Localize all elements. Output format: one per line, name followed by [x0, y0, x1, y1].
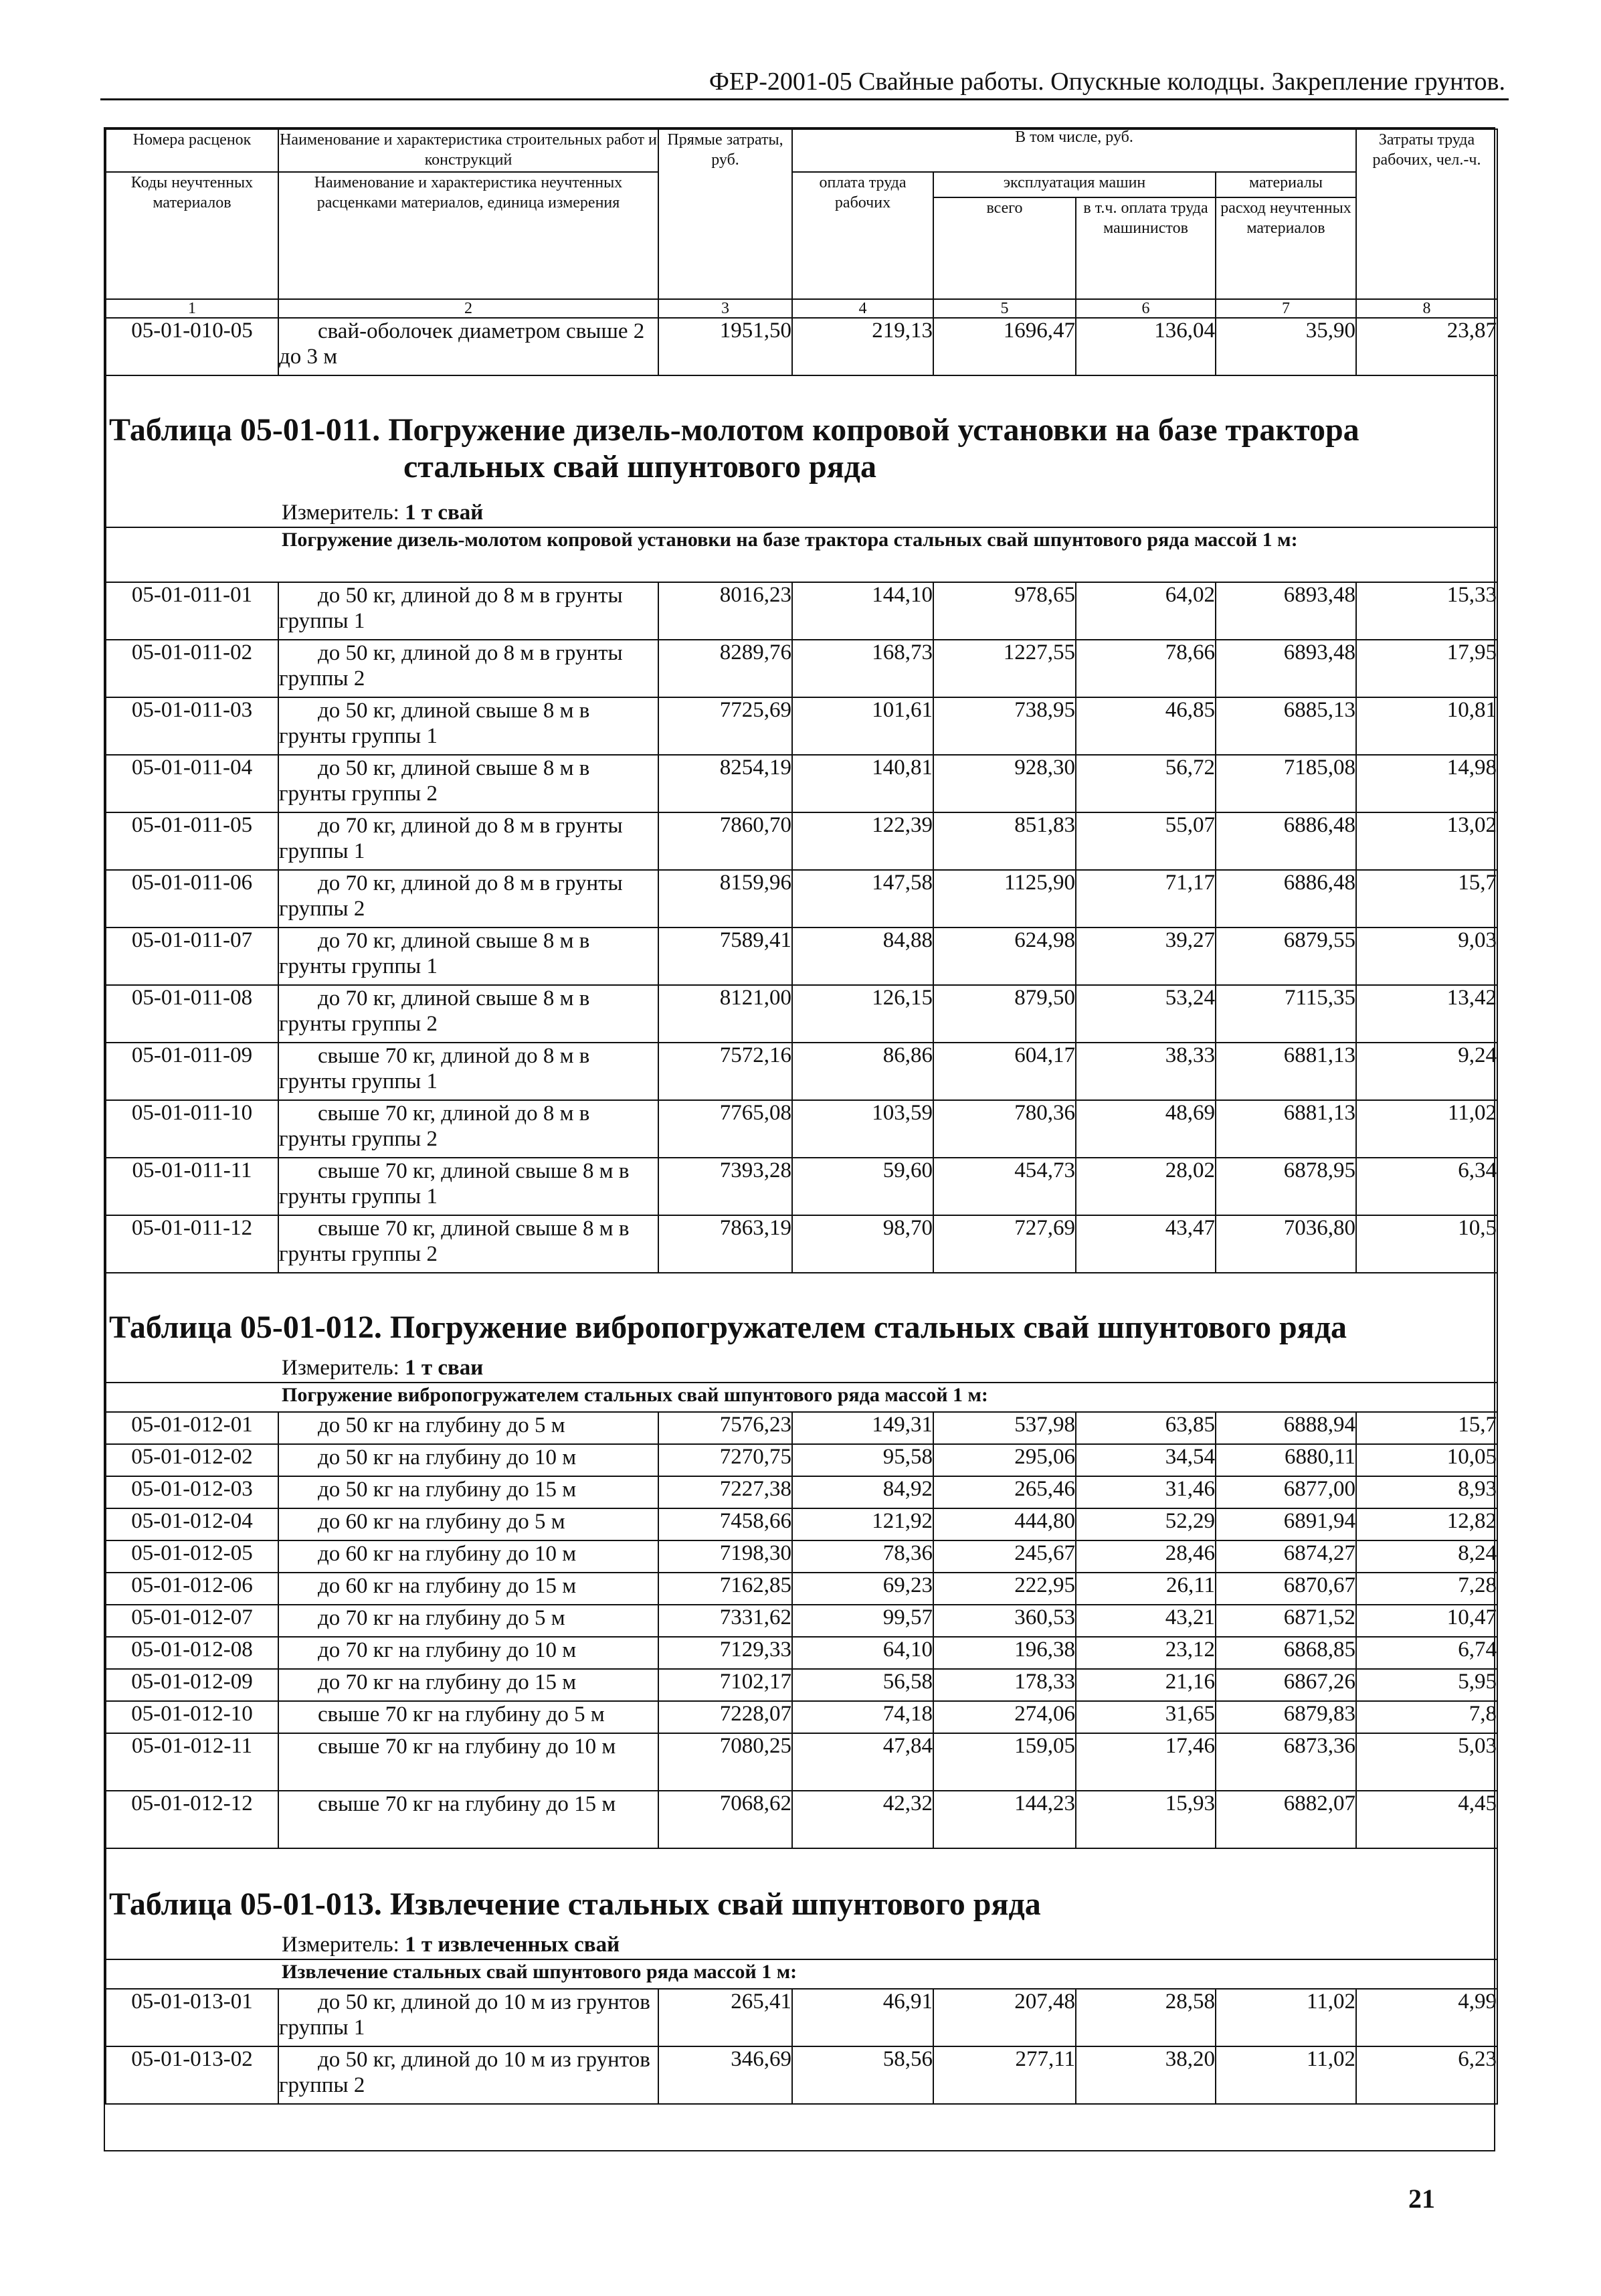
- direct-costs: 7270,75: [658, 1444, 792, 1476]
- rate-code: 05-01-012-06: [106, 1573, 278, 1605]
- wages: 99,57: [792, 1605, 933, 1637]
- labor: 13,42: [1356, 985, 1497, 1043]
- machines-total: 780,36: [933, 1100, 1076, 1158]
- rate-code: 05-01-011-09: [106, 1043, 278, 1100]
- rate-name: до 70 кг на глубину до 15 м: [278, 1669, 658, 1701]
- col-head-machines: эксплуатация машин: [933, 172, 1216, 197]
- rate-code: 05-01-011-11: [106, 1158, 278, 1215]
- rate-name: свыше 70 кг, длиной свыше 8 м в грунты группы 1: [278, 1158, 658, 1215]
- machinists-wages: 38,20: [1076, 2046, 1216, 2104]
- rate-name: свыше 70 кг на глубину до 5 м: [278, 1701, 658, 1733]
- machines-total: 360,53: [933, 1605, 1076, 1637]
- materials: 6880,11: [1216, 1444, 1356, 1476]
- meter-label: Измеритель:: [282, 1933, 399, 1957]
- materials: 7036,80: [1216, 1215, 1356, 1273]
- col-head-materials-names: Наименование и характеристика неучтенных расценками материалов, единица измерения: [278, 172, 658, 299]
- wages: 78,36: [792, 1540, 933, 1573]
- direct-costs: 7765,08: [658, 1100, 792, 1158]
- machines-total: 295,06: [933, 1444, 1076, 1476]
- rate-name: до 60 кг на глубину до 15 м: [278, 1573, 658, 1605]
- machines-total: 1696,47: [933, 318, 1076, 375]
- col-head-wages: оплата труда рабочих: [792, 172, 933, 299]
- materials: 6886,48: [1216, 812, 1356, 870]
- materials: 11,02: [1216, 1989, 1356, 2046]
- direct-costs: 7572,16: [658, 1043, 792, 1100]
- rate-name: свыше 70 кг на глубину до 15 м: [278, 1791, 658, 1848]
- machines-total: 1125,90: [933, 870, 1076, 928]
- materials: 6893,48: [1216, 582, 1356, 640]
- rate-name: до 70 кг, длиной до 8 м в грунты группы 2: [278, 870, 658, 928]
- materials: 6873,36: [1216, 1733, 1356, 1791]
- direct-costs: 7228,07: [658, 1701, 792, 1733]
- rate-name: свыше 70 кг, длиной до 8 м в грунты группы 1: [278, 1043, 658, 1100]
- wages: 168,73: [792, 640, 933, 697]
- machines-total: 159,05: [933, 1733, 1076, 1791]
- machines-total: 277,11: [933, 2046, 1076, 2104]
- rate-code: 05-01-012-10: [106, 1701, 278, 1733]
- wages: 86,86: [792, 1043, 933, 1100]
- materials: 6877,00: [1216, 1476, 1356, 1508]
- labor: 12,82: [1356, 1508, 1497, 1540]
- machines-total: 604,17: [933, 1043, 1076, 1100]
- rate-name: до 50 кг, длиной до 8 м в грунты группы 2: [278, 640, 658, 697]
- col-number-4: 4: [792, 299, 933, 318]
- machines-total: 624,98: [933, 928, 1076, 985]
- wages: 149,31: [792, 1412, 933, 1444]
- materials: 6886,48: [1216, 870, 1356, 928]
- rate-name: до 50 кг, длиной свыше 8 м в грунты группы 2: [278, 755, 658, 812]
- materials: 6881,13: [1216, 1043, 1356, 1100]
- running-header: ФЕР-2001-05 Свайные работы. Опускные колодцы. Закрепление грунтов.: [709, 68, 1505, 96]
- machines-total: 207,48: [933, 1989, 1076, 2046]
- table-row: [106, 1605, 1497, 1637]
- meter-label: Измеритель:: [282, 1356, 399, 1381]
- labor: 4,99: [1356, 1989, 1497, 2046]
- meter-label: Измеритель:: [282, 501, 399, 525]
- labor: 15,7: [1356, 1412, 1497, 1444]
- direct-costs: 8254,19: [658, 755, 792, 812]
- group-heading: Извлечение стальных свай шпунтового ряда массой 1 м:: [282, 1961, 797, 1983]
- table-012-title: Таблица 05-01-012. Погружение вибропогружателем стальных свай шпунтового ряда: [109, 1310, 1347, 1346]
- direct-costs: 8159,96: [658, 870, 792, 928]
- wages: 95,58: [792, 1444, 933, 1476]
- table-row: [106, 697, 1497, 755]
- table-013-heading: [106, 1848, 1497, 1959]
- machinists-wages: 15,93: [1076, 1791, 1216, 1848]
- direct-costs: 7589,41: [658, 928, 792, 985]
- machinists-wages: 28,02: [1076, 1158, 1216, 1215]
- direct-costs: 7863,19: [658, 1215, 792, 1273]
- materials: 6874,27: [1216, 1540, 1356, 1573]
- labor: 23,87: [1356, 318, 1497, 375]
- table-row: [106, 1637, 1497, 1669]
- machinists-wages: 78,66: [1076, 640, 1216, 697]
- machinists-wages: 28,58: [1076, 1989, 1216, 2046]
- labor: 10,05: [1356, 1444, 1497, 1476]
- col-head-direct-costs: Прямые затраты, руб.: [658, 129, 792, 299]
- rate-name: до 50 кг, длиной до 10 м из грунтов группы 1: [278, 1989, 658, 2046]
- table-row: [106, 1733, 1497, 1791]
- rate-code: 05-01-011-05: [106, 812, 278, 870]
- table-013-body: [106, 1989, 1497, 2104]
- table-row: [106, 640, 1497, 697]
- materials: 6879,83: [1216, 1701, 1356, 1733]
- labor: 15,33: [1356, 582, 1497, 640]
- page-frame: [104, 127, 1495, 2151]
- machinists-wages: 43,21: [1076, 1605, 1216, 1637]
- table-row: [106, 1791, 1497, 1848]
- col-head-machinists-wages: в т.ч. оплата труда машинистов: [1076, 197, 1216, 299]
- direct-costs: 7162,85: [658, 1573, 792, 1605]
- rate-name: свай-оболочек диаметром свыше 2 до 3 м: [278, 318, 658, 375]
- rate-code: 05-01-011-01: [106, 582, 278, 640]
- table-row: [106, 1989, 1497, 2046]
- labor: 4,45: [1356, 1791, 1497, 1848]
- table-row: [106, 1043, 1497, 1100]
- wages: 126,15: [792, 985, 933, 1043]
- machinists-wages: 48,69: [1076, 1100, 1216, 1158]
- machinists-wages: 55,07: [1076, 812, 1216, 870]
- rate-code: 05-01-011-06: [106, 870, 278, 928]
- col-number-5: 5: [933, 299, 1076, 318]
- direct-costs: 8289,76: [658, 640, 792, 697]
- direct-costs: 7080,25: [658, 1733, 792, 1791]
- machinists-wages: 136,04: [1076, 318, 1216, 375]
- rate-code: 05-01-013-02: [106, 2046, 278, 2104]
- materials: 6881,13: [1216, 1100, 1356, 1158]
- col-number-7: 7: [1216, 299, 1356, 318]
- machinists-wages: 71,17: [1076, 870, 1216, 928]
- machines-total: 245,67: [933, 1540, 1076, 1573]
- rates-table: [105, 128, 1498, 2105]
- wages: 59,60: [792, 1158, 933, 1215]
- machinists-wages: 53,24: [1076, 985, 1216, 1043]
- labor: 11,02: [1356, 1100, 1497, 1158]
- materials: 6867,26: [1216, 1669, 1356, 1701]
- table-012-heading: [106, 1273, 1497, 1383]
- machines-total: 222,95: [933, 1573, 1076, 1605]
- direct-costs: 7860,70: [658, 812, 792, 870]
- rate-code: 05-01-011-07: [106, 928, 278, 985]
- direct-costs: 8016,23: [658, 582, 792, 640]
- machinists-wages: 56,72: [1076, 755, 1216, 812]
- table-row: [106, 812, 1497, 870]
- machinists-wages: 26,11: [1076, 1573, 1216, 1605]
- rate-code: 05-01-012-04: [106, 1508, 278, 1540]
- col-head-codes: Номера расценок: [106, 129, 278, 172]
- rate-name: до 70 кг, длиной свыше 8 м в грунты группы 1: [278, 928, 658, 985]
- col-head-incl: В том числе, руб.: [792, 129, 1356, 172]
- header-rule: [100, 98, 1509, 100]
- rate-code: 05-01-012-02: [106, 1444, 278, 1476]
- table-013-title: Таблица 05-01-013. Извлечение стальных свай шпунтового ряда: [109, 1886, 1041, 1923]
- wages: 219,13: [792, 318, 933, 375]
- col-head-labor: Затраты труда рабочих, чел.-ч.: [1356, 129, 1497, 299]
- wages: 144,10: [792, 582, 933, 640]
- table-011-body: [106, 582, 1497, 1273]
- labor: 7,8: [1356, 1701, 1497, 1733]
- rate-name: до 50 кг, длиной до 10 м из грунтов группы 2: [278, 2046, 658, 2104]
- table-row: [106, 985, 1497, 1043]
- labor: 15,7: [1356, 870, 1497, 928]
- materials: 6870,67: [1216, 1573, 1356, 1605]
- rate-name: свыше 70 кг, длиной до 8 м в грунты группы 2: [278, 1100, 658, 1158]
- labor: 13,02: [1356, 812, 1497, 870]
- labor: 6,23: [1356, 2046, 1497, 2104]
- col-head-machines-total: всего: [933, 197, 1076, 299]
- col-head-works: Наименование и характеристика строительных работ и конструкций: [278, 129, 658, 172]
- labor: 17,95: [1356, 640, 1497, 697]
- wages: 121,92: [792, 1508, 933, 1540]
- rate-code: 05-01-011-10: [106, 1100, 278, 1158]
- labor: 6,34: [1356, 1158, 1497, 1215]
- rate-code: 05-01-012-01: [106, 1412, 278, 1444]
- wages: 56,58: [792, 1669, 933, 1701]
- direct-costs: 7129,33: [658, 1637, 792, 1669]
- table-011-heading: [106, 375, 1497, 527]
- labor: 5,95: [1356, 1669, 1497, 1701]
- materials: 6882,07: [1216, 1791, 1356, 1848]
- direct-costs: 7102,17: [658, 1669, 792, 1701]
- table-011-title: [106, 412, 1497, 485]
- labor: 8,24: [1356, 1540, 1497, 1573]
- group-heading: Погружение вибропогружателем стальных свай шпунтового ряда массой 1 м:: [282, 1384, 988, 1406]
- table-row: [106, 582, 1497, 640]
- table-row: [106, 870, 1497, 928]
- table-011-title-line2: стальных свай шпунтового ряда: [403, 449, 876, 485]
- machinists-wages: 28,46: [1076, 1540, 1216, 1573]
- rate-code: 05-01-011-08: [106, 985, 278, 1043]
- labor: 14,98: [1356, 755, 1497, 812]
- labor: 10,5: [1356, 1215, 1497, 1273]
- direct-costs: 7458,66: [658, 1508, 792, 1540]
- machines-total: 444,80: [933, 1508, 1076, 1540]
- wages: 147,58: [792, 870, 933, 928]
- direct-costs: 7725,69: [658, 697, 792, 755]
- machines-total: 978,65: [933, 582, 1076, 640]
- machines-total: 274,06: [933, 1701, 1076, 1733]
- materials: 6893,48: [1216, 640, 1356, 697]
- rate-code: 05-01-012-09: [106, 1669, 278, 1701]
- machines-total: 178,33: [933, 1669, 1076, 1701]
- materials: 6878,95: [1216, 1158, 1356, 1215]
- wages: 69,23: [792, 1573, 933, 1605]
- labor: 7,28: [1356, 1573, 1497, 1605]
- col-number-2: 2: [278, 299, 658, 318]
- table-row: [106, 755, 1497, 812]
- col-number-1: 1: [106, 299, 278, 318]
- group-heading: Погружение дизель-молотом копровой установки на базе трактора стальных свай шпунтового ряда массой 1 м:: [282, 529, 1298, 551]
- wages: 98,70: [792, 1215, 933, 1273]
- table-row: [106, 1540, 1497, 1573]
- wages: 42,32: [792, 1791, 933, 1848]
- rate-code: 05-01-012-03: [106, 1476, 278, 1508]
- table-012-body: [106, 1412, 1497, 1848]
- rate-name: до 60 кг на глубину до 5 м: [278, 1508, 658, 1540]
- page-number: 21: [1408, 2184, 1435, 2214]
- labor: 9,24: [1356, 1043, 1497, 1100]
- rate-name: до 70 кг, длиной до 8 м в грунты группы 1: [278, 812, 658, 870]
- wages: 64,10: [792, 1637, 933, 1669]
- rate-name: до 50 кг, длиной до 8 м в грунты группы 1: [278, 582, 658, 640]
- rate-name: до 50 кг на глубину до 5 м: [278, 1412, 658, 1444]
- meter-value: 1 т сваи: [405, 1356, 484, 1381]
- materials: 6871,52: [1216, 1605, 1356, 1637]
- table-row: [106, 1573, 1497, 1605]
- machinists-wages: 63,85: [1076, 1412, 1216, 1444]
- rate-code: 05-01-012-12: [106, 1791, 278, 1848]
- direct-costs: 1951,50: [658, 318, 792, 375]
- rate-name: до 70 кг, длиной свыше 8 м в грунты группы 2: [278, 985, 658, 1043]
- machinists-wages: 31,65: [1076, 1701, 1216, 1733]
- table-row: [106, 928, 1497, 985]
- rate-name: свыше 70 кг, длиной свыше 8 м в грунты группы 2: [278, 1215, 658, 1273]
- table-row: [106, 1412, 1497, 1444]
- rate-code: 05-01-010-05: [106, 318, 278, 375]
- table-011-meter: [106, 500, 1497, 527]
- table-012-group: [106, 1383, 1497, 1412]
- machines-total: 144,23: [933, 1791, 1076, 1848]
- rate-name: до 60 кг на глубину до 10 м: [278, 1540, 658, 1573]
- machines-total: 454,73: [933, 1158, 1076, 1215]
- machinists-wages: 52,29: [1076, 1508, 1216, 1540]
- rate-code: 05-01-011-02: [106, 640, 278, 697]
- machinists-wages: 43,47: [1076, 1215, 1216, 1273]
- table-row: [106, 1476, 1497, 1508]
- table-row: [106, 1508, 1497, 1540]
- table-row: [106, 1701, 1497, 1733]
- machines-total: 727,69: [933, 1215, 1076, 1273]
- table-012-meter: [106, 1355, 1497, 1382]
- machines-total: 196,38: [933, 1637, 1076, 1669]
- wages: 140,81: [792, 755, 933, 812]
- table-row: [106, 1158, 1497, 1215]
- machinists-wages: 64,02: [1076, 582, 1216, 640]
- labor: 9,03: [1356, 928, 1497, 985]
- rate-code: 05-01-012-05: [106, 1540, 278, 1573]
- machinists-wages: 21,16: [1076, 1669, 1216, 1701]
- machinists-wages: 17,46: [1076, 1733, 1216, 1791]
- rate-name: до 70 кг на глубину до 5 м: [278, 1605, 658, 1637]
- materials: 11,02: [1216, 2046, 1356, 2104]
- labor: 8,93: [1356, 1476, 1497, 1508]
- machines-total: 851,83: [933, 812, 1076, 870]
- table-011-title-line1: Таблица 05-01-011. Погружение дизель-молотом копровой установки на базе трактора: [109, 412, 1359, 448]
- rate-name: до 50 кг на глубину до 15 м: [278, 1476, 658, 1508]
- col-number-6: 6: [1076, 299, 1216, 318]
- materials: 6868,85: [1216, 1637, 1356, 1669]
- rate-code: 05-01-013-01: [106, 1989, 278, 2046]
- materials: 7185,08: [1216, 755, 1356, 812]
- table-013-group: [106, 1959, 1497, 1989]
- wages: 74,18: [792, 1701, 933, 1733]
- table-row: [106, 1215, 1497, 1273]
- wages: 103,59: [792, 1100, 933, 1158]
- materials: 7115,35: [1216, 985, 1356, 1043]
- rate-code: 05-01-012-07: [106, 1605, 278, 1637]
- col-number-8: 8: [1356, 299, 1497, 318]
- machines-total: 738,95: [933, 697, 1076, 755]
- labor: 10,47: [1356, 1605, 1497, 1637]
- machinists-wages: 31,46: [1076, 1476, 1216, 1508]
- direct-costs: 7198,30: [658, 1540, 792, 1573]
- direct-costs: 265,41: [658, 1989, 792, 2046]
- labor: 5,03: [1356, 1733, 1497, 1791]
- materials: 6888,94: [1216, 1412, 1356, 1444]
- rate-code: 05-01-011-04: [106, 755, 278, 812]
- col-head-material-codes: Коды неучтенных материалов: [106, 172, 278, 299]
- wages: 84,88: [792, 928, 933, 985]
- labor: 10,81: [1356, 697, 1497, 755]
- machines-total: 537,98: [933, 1412, 1076, 1444]
- direct-costs: 7331,62: [658, 1605, 792, 1637]
- wages: 122,39: [792, 812, 933, 870]
- rate-name: свыше 70 кг на глубину до 10 м: [278, 1733, 658, 1791]
- materials: 35,90: [1216, 318, 1356, 375]
- direct-costs: 7576,23: [658, 1412, 792, 1444]
- table-row: [106, 2046, 1497, 2104]
- machinists-wages: 23,12: [1076, 1637, 1216, 1669]
- direct-costs: 7393,28: [658, 1158, 792, 1215]
- meter-value: 1 т свай: [405, 501, 484, 525]
- machines-total: 265,46: [933, 1476, 1076, 1508]
- wages: 84,92: [792, 1476, 933, 1508]
- col-head-materials-consumption: расход неучтенных материалов: [1216, 197, 1356, 299]
- machinists-wages: 34,54: [1076, 1444, 1216, 1476]
- machines-total: 928,30: [933, 755, 1076, 812]
- direct-costs: 7227,38: [658, 1476, 792, 1508]
- meter-value: 1 т извлеченных свай: [405, 1933, 620, 1957]
- rate-code: 05-01-011-12: [106, 1215, 278, 1273]
- rate-code: 05-01-011-03: [106, 697, 278, 755]
- col-number-3: 3: [658, 299, 792, 318]
- col-head-materials: материалы: [1216, 172, 1356, 197]
- wages: 47,84: [792, 1733, 933, 1791]
- rate-name: до 50 кг на глубину до 10 м: [278, 1444, 658, 1476]
- wages: 101,61: [792, 697, 933, 755]
- labor: 6,74: [1356, 1637, 1497, 1669]
- wages: 46,91: [792, 1989, 933, 2046]
- rate-code: 05-01-012-08: [106, 1637, 278, 1669]
- wages: 58,56: [792, 2046, 933, 2104]
- machinists-wages: 46,85: [1076, 697, 1216, 755]
- rate-name: до 70 кг на глубину до 10 м: [278, 1637, 658, 1669]
- table-row: [106, 1444, 1497, 1476]
- machinists-wages: 38,33: [1076, 1043, 1216, 1100]
- direct-costs: 7068,62: [658, 1791, 792, 1848]
- table-row: [106, 1100, 1497, 1158]
- materials: 6879,55: [1216, 928, 1356, 985]
- table-row: [106, 1669, 1497, 1701]
- rate-code: 05-01-012-11: [106, 1733, 278, 1791]
- machines-total: 879,50: [933, 985, 1076, 1043]
- table-011-group: [106, 527, 1497, 582]
- direct-costs: 346,69: [658, 2046, 792, 2104]
- table-row: [106, 318, 1497, 375]
- rate-name: до 50 кг, длиной свыше 8 м в грунты группы 1: [278, 697, 658, 755]
- table-013-meter: [106, 1932, 1497, 1959]
- materials: 6891,94: [1216, 1508, 1356, 1540]
- materials: 6885,13: [1216, 697, 1356, 755]
- machinists-wages: 39,27: [1076, 928, 1216, 985]
- machines-total: 1227,55: [933, 640, 1076, 697]
- direct-costs: 8121,00: [658, 985, 792, 1043]
